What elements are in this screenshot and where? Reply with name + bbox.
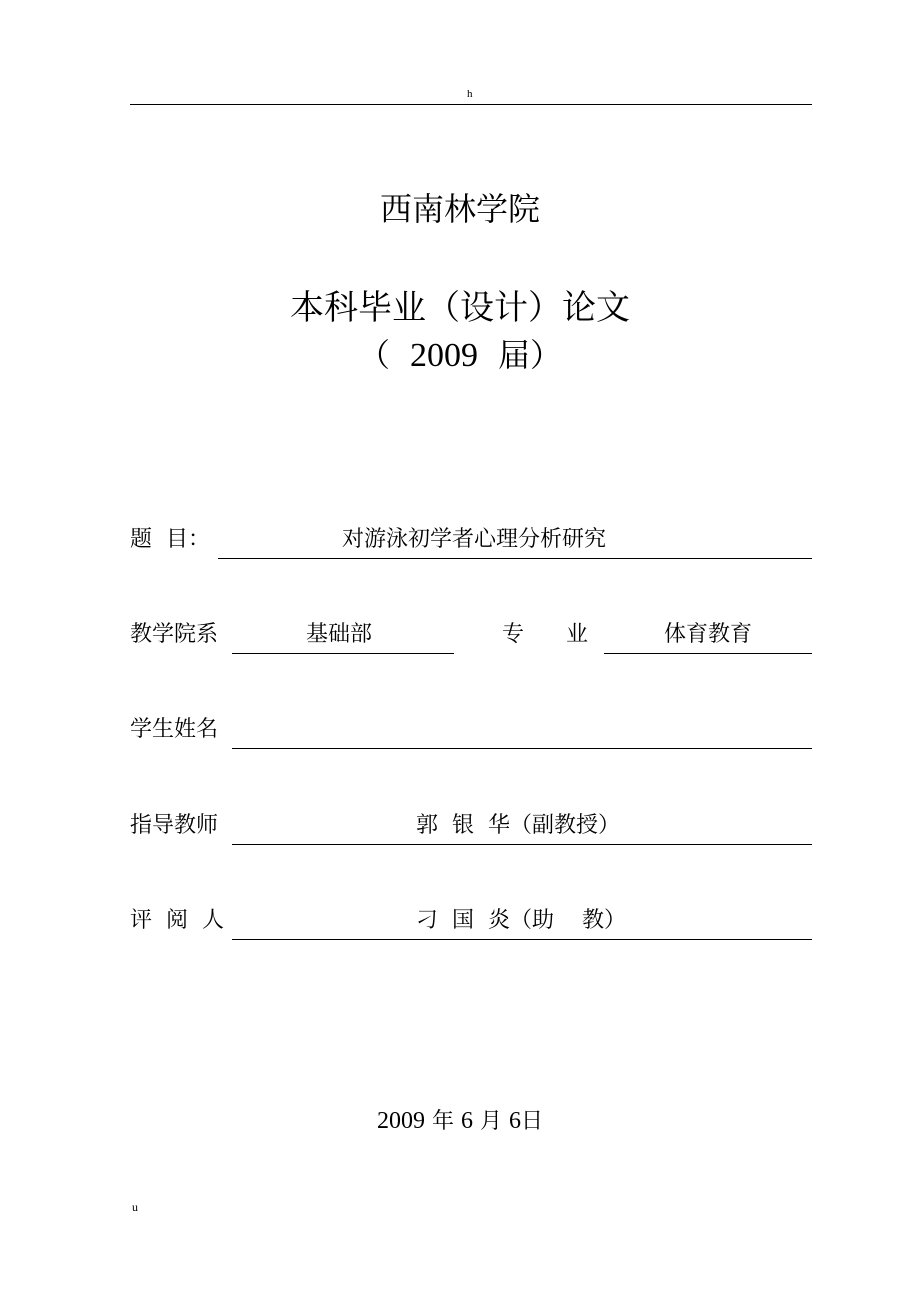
- advisor-row: [130, 808, 812, 844]
- advisor-value: 郭 银 华（副教授）: [416, 813, 620, 838]
- topic-row: [130, 522, 812, 558]
- student-name-underline: [232, 712, 812, 749]
- class-year-open: （: [357, 336, 390, 374]
- submission-date: [0, 1104, 920, 1135]
- topic-value: 对游泳初学者心理分析研究: [342, 527, 607, 552]
- date-month-unit: 月: [479, 1109, 502, 1134]
- page-footer-mark: u: [132, 1200, 138, 1214]
- topic-label: 题 目：: [130, 527, 210, 552]
- class-year-number: 2009: [410, 337, 478, 374]
- student-name-label: 学生姓名: [130, 717, 219, 742]
- page-header-mark: h: [467, 88, 473, 100]
- department-value: 基础部: [306, 622, 373, 647]
- date-year-unit: 年: [431, 1109, 454, 1134]
- thesis-type-title: 本科毕业（设计）论文: [290, 288, 630, 328]
- header-rule: [130, 104, 812, 105]
- student-name-row: [130, 712, 812, 748]
- major-value: 体育教育: [664, 622, 753, 647]
- reviewer-label: 评 阅 人: [130, 908, 224, 933]
- institution-name: 西南林学院: [379, 190, 540, 228]
- date-month: 6: [460, 1108, 473, 1134]
- reviewer-value: 刁 国 炎（助 教）: [416, 908, 626, 933]
- department-label: 教学院系: [130, 622, 219, 647]
- date-year: 2009: [376, 1108, 425, 1134]
- department-major-row: [130, 617, 812, 653]
- advisor-label: 指导教师: [130, 813, 219, 838]
- date-day: 6: [509, 1108, 521, 1134]
- reviewer-row: [130, 903, 812, 939]
- date-day-unit: 日: [521, 1109, 544, 1134]
- class-year: [0, 330, 920, 376]
- major-label: 专 业: [502, 622, 588, 647]
- class-year-suffix: 届）: [498, 336, 563, 374]
